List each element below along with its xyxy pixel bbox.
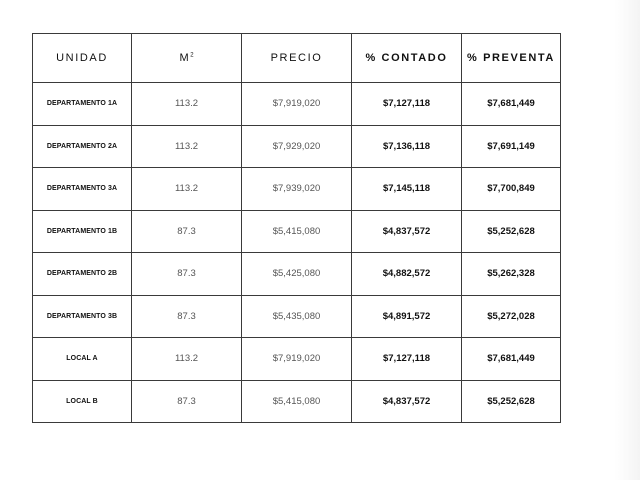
table-row: [33, 295, 561, 338]
cell-m2: 87.3: [132, 210, 242, 253]
cell-preventa: $5,272,028: [462, 295, 561, 338]
cell-m2: 87.3: [132, 253, 242, 296]
cell-precio: $7,929,020: [242, 125, 352, 168]
cell-preventa: $7,681,449: [462, 338, 561, 381]
cell-preventa: $5,252,628: [462, 380, 561, 423]
header-m2-superscript: 2: [190, 52, 194, 59]
cell-unidad: DEPARTAMENTO 3B: [33, 295, 132, 338]
table-row: [33, 380, 561, 423]
cell-unidad: DEPARTAMENTO 2B: [33, 253, 132, 296]
cell-preventa: $7,691,149: [462, 125, 561, 168]
cell-unidad: LOCAL B: [33, 380, 132, 423]
cell-contado: $7,127,118: [352, 83, 462, 126]
table-row: [33, 83, 561, 126]
cell-unidad: DEPARTAMENTO 1A: [33, 83, 132, 126]
cell-precio: $5,425,080: [242, 253, 352, 296]
header-contado: % CONTADO: [352, 34, 462, 83]
header-precio: PRECIO: [242, 34, 352, 83]
cell-preventa: $5,262,328: [462, 253, 561, 296]
cell-m2: 113.2: [132, 83, 242, 126]
table-header-row: [33, 34, 561, 83]
cell-precio: $5,415,080: [242, 210, 352, 253]
table-row: [33, 253, 561, 296]
cell-precio: $7,939,020: [242, 168, 352, 211]
cell-unidad: DEPARTAMENTO 2A: [33, 125, 132, 168]
price-table: [32, 33, 561, 423]
cell-preventa: $7,681,449: [462, 83, 561, 126]
table-row: [33, 168, 561, 211]
table-body: [33, 83, 561, 423]
cell-m2: 87.3: [132, 295, 242, 338]
cell-m2: 113.2: [132, 168, 242, 211]
cell-unidad: LOCAL A: [33, 338, 132, 381]
header-m2: [132, 34, 242, 83]
header-unidad: UNIDAD: [33, 34, 132, 83]
table-row: [33, 210, 561, 253]
cell-precio: $7,919,020: [242, 83, 352, 126]
cell-contado: $7,136,118: [352, 125, 462, 168]
cell-m2: 113.2: [132, 338, 242, 381]
cell-m2: 87.3: [132, 380, 242, 423]
cell-preventa: $7,700,849: [462, 168, 561, 211]
table-row: [33, 338, 561, 381]
header-preventa: % PREVENTA: [462, 34, 561, 83]
cell-unidad: DEPARTAMENTO 1B: [33, 210, 132, 253]
cell-contado: $4,837,572: [352, 210, 462, 253]
cell-contado: $4,882,572: [352, 253, 462, 296]
cell-m2: 113.2: [132, 125, 242, 168]
cell-precio: $7,919,020: [242, 338, 352, 381]
cell-precio: $5,435,080: [242, 295, 352, 338]
cell-contado: $4,891,572: [352, 295, 462, 338]
cell-contado: $4,837,572: [352, 380, 462, 423]
cell-contado: $7,145,118: [352, 168, 462, 211]
cell-precio: $5,415,080: [242, 380, 352, 423]
cell-unidad: DEPARTAMENTO 3A: [33, 168, 132, 211]
header-m2-base: M: [179, 52, 191, 64]
cell-contado: $7,127,118: [352, 338, 462, 381]
table-row: [33, 125, 561, 168]
cell-preventa: $5,252,628: [462, 210, 561, 253]
